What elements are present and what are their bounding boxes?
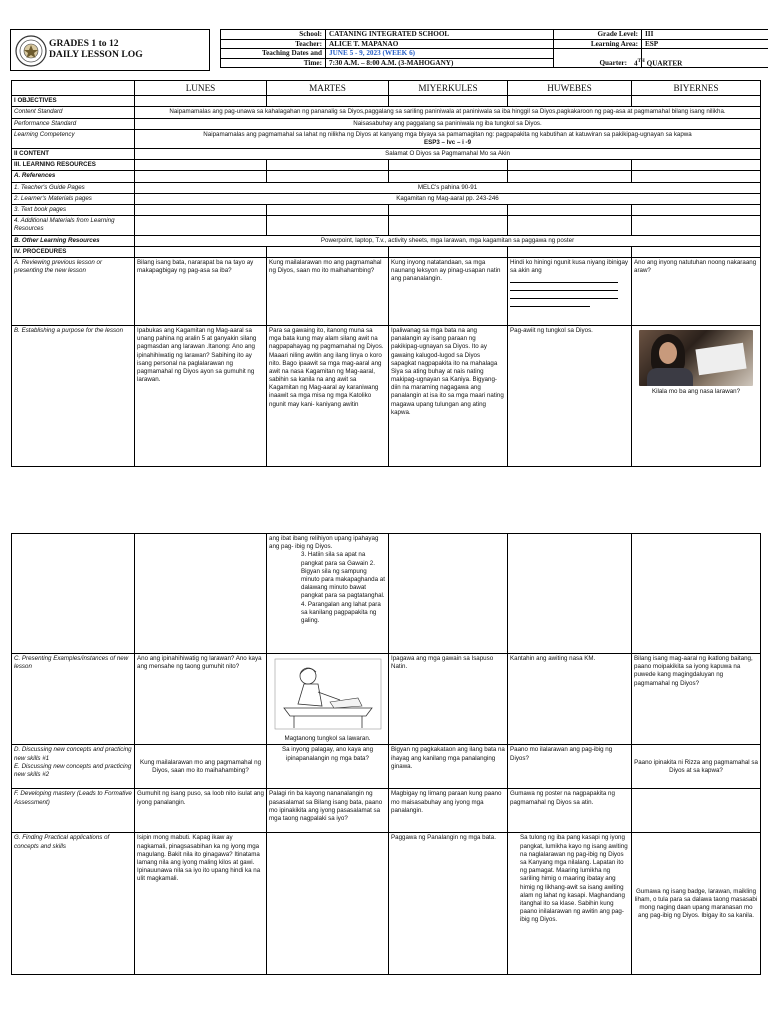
tb-label: 3. Text book pages	[12, 205, 135, 216]
proc-a-label: A. Reviewing previous lesson or presenting the new lesson	[12, 257, 135, 325]
proc-a-huwebes-cell	[508, 257, 632, 325]
dates-value: JUNE 5 - 9, 2023 (WEEK 6)	[326, 49, 554, 59]
deped-seal-icon	[15, 35, 47, 67]
olr-value: Powerpoint, laptop, T.v., activity sheets, mga larawan, mga kagamitan sa paggawa ng poster	[135, 235, 761, 246]
blank-line	[510, 275, 618, 283]
proc-f-lunes: Gumuhit ng isang puso, sa loob nito isulat ang iyong panalangin.	[135, 789, 267, 833]
proc-c-label: C. Presenting Examples/instances of new lesson	[12, 654, 135, 745]
cont-martes: ang ibat ibang relihiyon upang ipahayag ang pag- ibig ng Diyos.	[269, 535, 379, 551]
proc-d-lunes: Kung mailalarawan mo ang pagmamahal ng Diyos, saan mo ito maihahambing?	[135, 745, 267, 789]
blank-line	[510, 299, 590, 307]
proc-d-label: D. Discussing new concepts and practicing new skills #1	[14, 746, 132, 762]
proc-a-martes: Kung mailalarawan mo ang pagmamahal ng Diyos, saan mo ito maihahambing?	[267, 257, 389, 325]
day-huwebes: HUWEBES	[508, 81, 632, 96]
proc-d-huwebes: Paano mo ilalarawan ang pag-ibig ng Diyos?	[508, 745, 632, 789]
content-value: Salamat O Diyos sa Pagmamahal Mo sa Akin	[135, 149, 761, 160]
area-value: ESP	[642, 39, 768, 49]
tg-label: 1. Teacher's Guide Pages	[12, 182, 135, 193]
teacher-value: ALICE T. MAPANAO	[326, 39, 554, 49]
proc-c-huwebes: Kantahin ang awiting nasa KM.	[508, 654, 632, 745]
grade-label: Grade Level:	[554, 30, 642, 40]
proc-b-huwebes: Pag-awiit ng tungkol sa Diyos.	[508, 325, 632, 466]
proc-d-biyernes: Paano ipinakita ni Rizza ang pagmamahal sa Diyos at sa kapwa?	[632, 745, 761, 789]
proc-b-biyernes-cell	[632, 325, 761, 466]
proc-a-huwebes: Hindi ko hiningi ngunit kusa niyang ibinigay sa akin ang	[510, 258, 628, 275]
proc-g-huwebes: Sa tulong ng iba pang kasapi ng iyong pangkat, lumikha kayo ng isang awiting na naglalarawan ng pag-ibig ng Diyos sa Kanyang mga nilalang. Lapatan ito ng pamagat. Maaring lumikha ng sariling himig o maaring ibatay ang himig ng likhang-awit sa isang awiting alam ng lahat ng kasapi. Maghandang itanghal ito sa klase. Sabihin kung paano inilalarawan ng awitin ang pag-ibig ng Diyos.	[508, 833, 632, 975]
proc-d-label-cell	[12, 745, 135, 789]
lm-label: 2. Learner's Materials pages	[12, 193, 135, 204]
dates-label: Teaching Dates and	[221, 49, 326, 59]
proc-f-biyernes	[632, 789, 761, 833]
tg-value: MELC's pahina 90-91	[135, 182, 761, 193]
proc-g-martes	[267, 833, 389, 975]
performance-standard-label: Performance Standard	[12, 118, 135, 129]
content-label: II CONTENT	[12, 149, 135, 160]
competency-text: Naipamamalas ang pagmamahal sa lahat ng nilikha ng Diyos at kanyang mga biyaya sa pamamagitan ng: pagpapakita ng kabutihan at katuwiran sa pakikipag-ugnayan sa kapwa	[203, 130, 692, 138]
proc-b-lunes: Ipabukas ang Kagamitan ng Mag-aaral sa unang pahina ng aralin 5 at ganyakin silang pagmasdan ang larawan .Itanong: Ano ang ipinahihiwatig ng larawan? Sabihing ito ay isang personal na paglalarawan ng pagmamahal ng Diyos ayon sa gumuhit ng larawan.	[135, 325, 267, 466]
procedures-label: IV. PROCEDURES	[12, 246, 135, 257]
cont-martes-cell	[267, 534, 389, 654]
time-label: Time:	[221, 58, 326, 68]
lm-value: Kagamitan ng Mag-aaral pp. 243-246	[135, 193, 761, 204]
proc-f-miyerkules: Magbigay ng limang paraan kung paano mo maisasabuhay ang iyong mga panalangin.	[389, 789, 508, 833]
am-label: 4. Additional Materials from Learning Resources	[12, 216, 135, 235]
content-standard-label: Content Standard	[12, 107, 135, 118]
proc-g-label: G. Finding Practical applications of concepts and skills	[12, 833, 135, 975]
title-box	[10, 29, 210, 71]
proc-f-martes: Palagi rin ba kayong nananalangin ng pasasalamat sa Bilang isang bata, paano mo ipinakikita ang iyong pasasalamat sa mga taong nagpalaki sa iyo?	[267, 789, 389, 833]
blank-line	[510, 291, 618, 299]
proc-e-label: E. Discussing new concepts and practicing new skills #2	[14, 762, 132, 778]
title-line-2: DAILY LESSON LOG	[49, 49, 143, 60]
area-label: Learning Area:	[554, 39, 642, 49]
proc-c-miyerkules: Ipagawa ang mga gawain sa Isapuso Natin.	[389, 654, 508, 745]
girl-photo	[639, 330, 753, 386]
cont-martes-3: 3. Hatiin sila sa apat na pangkat para sa Gawain 2. Bigyan sila ng sampung minuto para makapaghanda at dalawang minuto bawat pangkat para sa pagtatanghal.	[301, 551, 385, 600]
proc-f-huwebes: Gumawa ng poster na nagpapakita ng pagmamahal ng Diyos sa atin.	[508, 789, 632, 833]
proc-g-lunes: Isipin mong mabuti. Kapag ikaw ay nagkamali, pinagsasabihan ka ng iyong mga magulang. Bakit nila ito ginagawa? Itinatama lamang nila ang iyong maling kilos at gawi. Ipinauunawa nila sa iyo ito upang hindi ka na ulit magkamali.	[135, 833, 267, 975]
day-biyernes: BIYERNES	[632, 81, 761, 96]
lesson-log-table	[11, 80, 761, 467]
objectives-label: I OBJECTIVES	[12, 96, 135, 107]
proc-g-miyerkules: Paggawa ng Panalangin ng mga bata.	[389, 833, 508, 975]
olr-label: B. Other Learning Resources	[12, 235, 135, 246]
proc-d-martes: Sa inyong palagay, ano kaya ang ipinapanalangin ng mga bata?	[267, 745, 389, 789]
time-value: 7:30 A.M. – 8:00 A.M. (3-MAHOGANY)	[326, 58, 554, 68]
day-martes: MARTES	[267, 81, 389, 96]
proc-d-miyerkules: Bigyan ng pagkakataon ang ilang bata na ihayag ang kanilang mga panalanging ginawa.	[389, 745, 508, 789]
school-value: CATANING INTEGRATED SCHOOL	[326, 30, 554, 40]
proc-c-biyernes: Bilang isang mag-aaral ng ikatlong baitang, paano moipakikita sa iyong kapuwa na puwede kang magingdaluyan ng pagmamahal ng Diyos?	[632, 654, 761, 745]
references-label: A. References	[12, 171, 135, 182]
proc-c-martes-cell	[267, 654, 389, 745]
proc-a-miyerkules: Kung inyong natatandaan, sa mga naunang leksyon ay pinag-usapan natin ang pananalangin.	[389, 257, 508, 325]
lesson-log-table-continued	[11, 533, 761, 975]
title-line-1: GRADES 1 to 12	[49, 38, 119, 49]
proc-a-lunes: Bilang isang bata, nararapat ba na tayo ay makapagbigay ng pag-asa sa iba?	[135, 257, 267, 325]
proc-b-label: B. Establishing a purpose for the lesson	[12, 325, 135, 466]
blank-line	[510, 283, 618, 291]
proc-b-miyerkules: Ipaliwanag sa mga bata na ang panalangin ay isang paraan ng pakikipag-ugnayan sa Diyos. Ito ay gawaing kalugod-lugod sa Diyos sapagkat nagpapakita ito na mahalaga Siya sa ating buhay at nais nating makipag-ugnayan sa Kaniya. Bigyang-diin na maraming nagagawa ang panalangin at isa ito sa mga maari nating magawa upang tulungan ang ating kapwa.	[389, 325, 508, 466]
competency-label: Learning Competency	[12, 129, 135, 148]
proc-c-lunes: Ano ang ipinahihiwatig ng larawan? Ano kaya ang mensahe ng taong gumuhit nito?	[135, 654, 267, 745]
school-label: School:	[221, 30, 326, 40]
resources-label: III. LEARNING RESOURCES	[12, 160, 135, 171]
performance-standard-value: Naisasabuhay ang paggalang sa paniniwala ng iba tungkol sa Diyos.	[135, 118, 761, 129]
proc-f-label: F. Developing mastery (Leads to Formative Assessment)	[12, 789, 135, 833]
competency-value	[135, 129, 761, 148]
proc-c-martes: Magtanong tungkol sa lawaran.	[284, 735, 371, 743]
quarter-label: Quarter:	[599, 59, 627, 67]
content-standard-value: Naipamamalas ang pag-unawa sa kahalagahan ng pananalig sa Diyos,paggalang sa sariling paniniwala at paniniwala sa iba hinggil sa Diyos,pagkakaroon ng pag-asa at pagmamahal bilang isang nilikha.	[135, 107, 761, 118]
quarter-value: 4TH QUARTER	[634, 59, 683, 68]
proc-g-biyernes: Gumawa ng isang badge, larawan, maikling liham, o tula para sa dalawa taong masasabi mong naging daan upang maranasan mo ang pag-ibig ng Diyos. Ibigay ito sa kanila.	[632, 833, 761, 975]
teacher-label: Teacher:	[221, 39, 326, 49]
proc-b-martes: Para sa gawaing ito, itanong muna sa mga bata kung may alam silang awit na nagpapahayag ng pagmamahal ng Diyos. Maaari niling awitin ang ilang linya o koro nito. Bago ipaawit sa mga mag-aaral ang awit na nasa Kagamitan ng Mag-aaral, sabihin sa kanila na ang awit sa Kagamitan ng Mag-aaral ay karaniwang inaawit sa mga misa ng mga Katoliko ngunit may kani- kaniyang awitin	[267, 325, 389, 466]
grade-value: III	[642, 30, 768, 40]
corner-cell	[12, 81, 135, 96]
proc-a-biyernes: Ano ang inyong natutuhan noong nakaraang araw?	[632, 257, 761, 325]
proc-b-biyernes: Kilala mo ba ang nasa larawan?	[651, 387, 741, 395]
competency-code: ESP3 – Ivc – i -9	[423, 138, 472, 146]
cont-martes-4: 4. Parangalan ang lahat para sa kanilang pagpapakita ng galing.	[301, 600, 381, 624]
day-lunes: LUNES	[135, 81, 267, 96]
child-writing-drawing	[274, 658, 382, 730]
day-miyerkules: MIYERKULES	[389, 81, 508, 96]
